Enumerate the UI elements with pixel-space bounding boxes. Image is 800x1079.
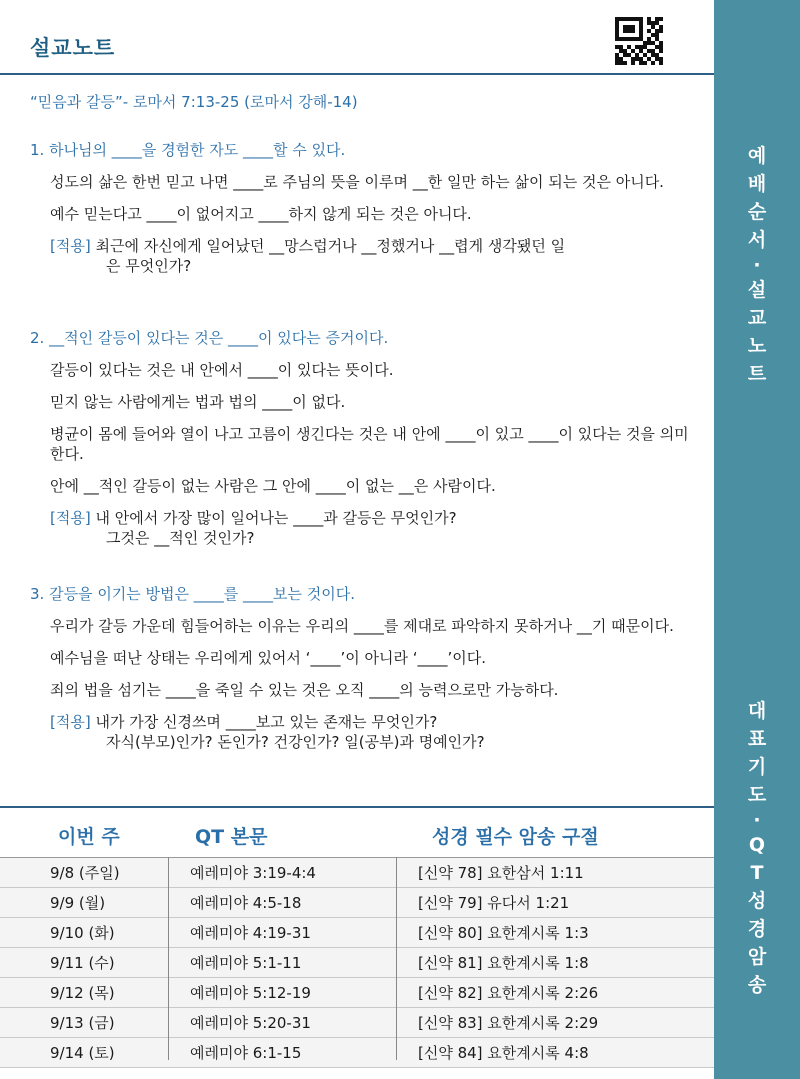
sermon-point-2 [30,328,690,560]
application-question [50,712,690,752]
sidebar-char: 노 [747,335,767,357]
apply-line: 최근에 자신에게 일어났던 __망스럽거나 __정했거나 __렵게 생각됐던 일 [95,237,566,255]
point-paragraph: 예수님을 떠난 상태는 우리에게 있어서 ‘____’이 아니라 ‘____’이다. [50,649,486,667]
qt-passage-cell: 예레미야 5:20-31 [190,1014,311,1032]
apply-tag: [적용] [50,713,91,731]
sermon-point-1 [30,140,690,288]
sidebar-char: Q [748,834,766,856]
sidebar-char: T [750,862,764,884]
sermon-point-3 [30,584,690,764]
point-paragraph: 갈등이 있다는 것은 내 안에서 ____이 있다는 뜻이다. [50,361,394,379]
table-row [0,857,714,888]
table-row [0,918,714,948]
application-question [50,508,690,548]
date-cell: 9/13 (금) [50,1014,115,1032]
point-paragraph: 병균이 몸에 들어와 열이 나고 고름이 생긴다는 것은 내 안에 ____이 있고 ____이 있다는 것을 의미한다. [50,425,689,463]
qt-passage-cell: 예레미야 6:1-15 [190,1044,302,1062]
sidebar-char: 트 [747,363,767,385]
sidebar-char: · [753,809,761,831]
sidebar-char: 도 [747,784,767,806]
point-paragraph: 예수 믿는다고 ____이 없어지고 ____하지 않게 되는 것은 아니다. [50,205,472,223]
memory-verse-cell: [신약 84] 요한계시록 4:8 [418,1044,589,1062]
qt-passage-cell: 예레미야 4:19-31 [190,924,311,942]
qt-passage-cell: 예레미야 5:1-11 [190,954,302,972]
table-row [0,1008,714,1038]
sidebar-char: 순 [747,201,767,223]
table-header-qt: QT 본문 [195,826,268,848]
qt-passage-cell: 예레미야 3:19-4:4 [190,864,316,882]
memory-verse-cell: [신약 78] 요한삼서 1:11 [418,864,584,882]
point-paragraph: 우리가 갈등 가운데 힘들어하는 이유는 우리의 ____를 제대로 파악하지 못하거나 __기 때문이다. [50,617,674,635]
memory-verse-cell: [신약 81] 요한계시록 1:8 [418,954,589,972]
qt-passage-cell: 예레미야 5:12-19 [190,984,311,1002]
sidebar [714,0,800,1079]
apply-line: 그것은 __적인 것인가? [106,529,255,547]
table-header-week: 이번 주 [58,826,120,848]
application-question [50,236,690,276]
point-paragraph: 믿지 않는 사람에게는 법과 법의 ____이 없다. [50,393,346,411]
date-cell: 9/11 (수) [50,954,115,972]
sidebar-label-prayer [714,697,800,999]
memory-verse-cell: [신약 83] 요한계시록 2:29 [418,1014,599,1032]
date-cell: 9/9 (월) [50,894,106,912]
sidebar-char: 배 [747,173,767,195]
point-paragraph: 죄의 법을 섬기는 ____을 죽일 수 있는 것은 오직 ____의 능력으로만 가능하다. [50,681,559,699]
sidebar-char: 암 [747,946,767,968]
table-header-memory: 성경 필수 암송 구절 [432,826,599,848]
apply-tag: [적용] [50,509,91,527]
table-divider [0,806,714,808]
qr-code-icon [615,17,663,65]
point-paragraph: 안에 __적인 갈등이 없는 사람은 그 안에 ____이 없는 __은 사람이다. [50,477,496,495]
sidebar-char: 성 [747,890,767,912]
table-row [0,1038,714,1068]
date-cell: 9/8 (주일) [50,864,120,882]
date-cell: 9/14 (토) [50,1044,115,1062]
sidebar-char: 기 [747,756,767,778]
sidebar-char: 송 [747,974,767,996]
sidebar-char: 교 [747,307,767,329]
memory-verse-cell: [신약 79] 유다서 1:21 [418,894,570,912]
sidebar-char: 경 [747,918,767,940]
memory-verse-cell: [신약 80] 요한계시록 1:3 [418,924,589,942]
apply-line: 내가 가장 신경쓰며 ____보고 있는 존재는 무엇인가? [95,713,438,731]
sidebar-char: 대 [747,700,767,722]
memory-verse-cell: [신약 82] 요한계시록 2:26 [418,984,599,1002]
sidebar-char: 서 [747,229,767,251]
qt-schedule-table [0,857,714,1068]
apply-line: 은 무엇인가? [106,257,192,275]
point-heading: 1. 하나님의 ____을 경험한 자도 ____할 수 있다. [30,141,346,159]
point-paragraph: 성도의 삶은 한번 믿고 나면 ____로 주님의 뜻을 이루며 __한 일만 하는 삶이 되는 것은 아니다. [50,173,664,191]
table-column-divider [168,857,169,1060]
sidebar-label-order [714,142,800,388]
sidebar-char: 표 [747,728,767,750]
table-column-divider [396,857,397,1060]
sidebar-char: 설 [747,279,767,301]
date-cell: 9/10 (화) [50,924,115,942]
sidebar-char: 예 [747,145,767,167]
apply-line: 자식(부모)인가? 돈인가? 건강인가? 일(공부)과 명예인가? [106,733,485,751]
table-row [0,978,714,1008]
header-divider [0,73,714,75]
point-heading: 3. 갈등을 이기는 방법은 ____를 ____보는 것이다. [30,585,356,603]
sidebar-char: · [753,254,761,276]
table-row [0,948,714,978]
sermon-title: “믿음과 갈등”- 로마서 7:13-25 (로마서 강해-14) [30,93,358,111]
point-heading: 2. __적인 갈등이 있다는 것은 ____이 있다는 증거이다. [30,329,389,347]
date-cell: 9/12 (목) [50,984,115,1002]
table-row [0,888,714,918]
apply-line: 내 안에서 가장 많이 일어나는 ____과 갈등은 무엇인가? [95,509,457,527]
apply-tag: [적용] [50,237,91,255]
page-title: 설교노트 [30,36,116,60]
qt-passage-cell: 예레미야 4:5-18 [190,894,302,912]
